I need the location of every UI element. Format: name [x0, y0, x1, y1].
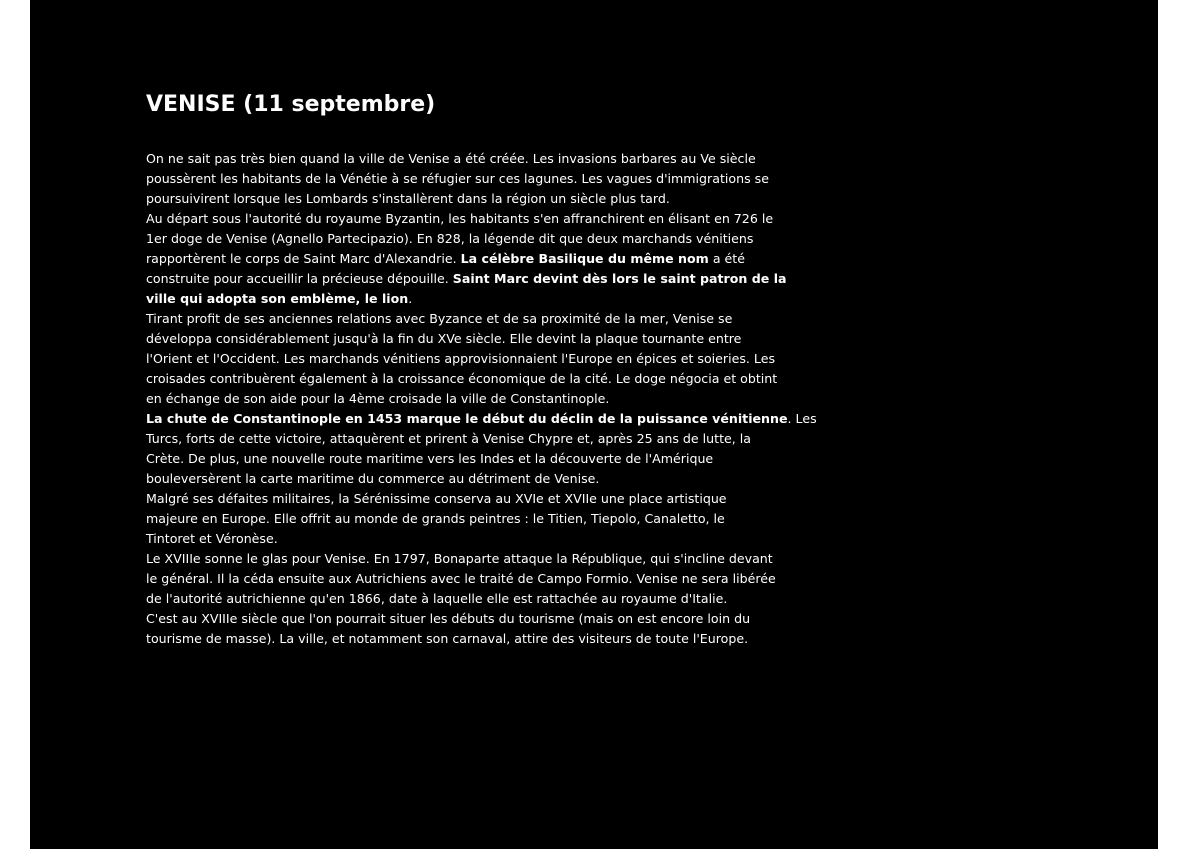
text-segment: tourisme de masse). La ville, et notamment son carnaval, attire des visiteurs de toute l'Europe.: [146, 631, 749, 646]
text-line: [146, 169, 846, 189]
text-segment: Tirant profit de ses anciennes relations avec Byzance et de sa proximité de la mer, Venise se: [146, 311, 733, 326]
text-segment: Le XVIIIe sonne le glas pour Venise. En 1797, Bonaparte attaque la République, qui s'incline devant: [146, 551, 773, 566]
page-title: VENISE (11 septembre): [146, 92, 436, 117]
text-line: [146, 629, 846, 649]
text-segment: a été: [708, 251, 745, 266]
text-segment: bouleversèrent la carte maritime du commerce au détriment de Venise.: [146, 471, 600, 486]
text-segment: Au départ sous l'autorité du royaume Byzantin, les habitants s'en affranchirent en élisant en 726 le: [146, 211, 774, 226]
text-segment: rapportèrent le corps de Saint Marc d'Alexandrie.: [146, 251, 461, 266]
text-line: [146, 389, 846, 409]
text-line: [146, 289, 846, 309]
text-line: [146, 449, 846, 469]
text-line: [146, 549, 846, 569]
text-segment: croisades contribuèrent également à la croissance économique de la cité. Le doge négocia et obtint: [146, 371, 778, 386]
text-line: [146, 209, 846, 229]
text-segment: construite pour accueillir la précieuse dépouille.: [146, 271, 453, 286]
text-segment: Malgré ses défaites militaires, la Sérénissime conserva au XVIe et XVIIe une place artistique: [146, 491, 727, 506]
text-line: [146, 229, 846, 249]
text-line: [146, 569, 846, 589]
text-segment: poursuivirent lorsque les Lombards s'installèrent dans la région un siècle plus tard.: [146, 191, 670, 206]
text-segment: 1er doge de Venise (Agnello Partecipazio). En 828, la légende dit que deux marchands vénitiens: [146, 231, 754, 246]
text-line: [146, 609, 846, 629]
text-line: [146, 309, 846, 329]
bold-text: ville qui adopta son emblème, le lion: [146, 291, 409, 306]
text-segment: C'est au XVIIIe siècle que l'on pourrait situer les débuts du tourisme (mais on est encore loin du: [146, 611, 751, 626]
text-line: [146, 589, 846, 609]
text-segment: On ne sait pas très bien quand la ville de Venise a été créée. Les invasions barbares au Ve siècle: [146, 151, 756, 166]
text-line: [146, 509, 846, 529]
text-segment: en échange de son aide pour la 4ème croisade la ville de Constantinople.: [146, 391, 610, 406]
text-line: [146, 529, 846, 549]
document-page: [30, 0, 1158, 849]
article-body: [146, 149, 846, 649]
text-segment: .: [408, 291, 413, 306]
bold-text: La célèbre Basilique du même nom: [460, 251, 709, 266]
text-segment: l'Orient et l'Occident. Les marchands vénitiens approvisionnaient l'Europe en épices et soieries. Les: [146, 351, 776, 366]
text-segment: le général. Il la céda ensuite aux Autrichiens avec le traité de Campo Formio. Venise ne sera libérée: [146, 571, 776, 586]
text-line: [146, 349, 846, 369]
text-line: [146, 369, 846, 389]
text-line: [146, 469, 846, 489]
text-line: [146, 249, 846, 269]
text-segment: majeure en Europe. Elle offrit au monde de grands peintres : le Titien, Tiepolo, Canaletto, le: [146, 511, 725, 526]
text-segment: Crète. De plus, une nouvelle route maritime vers les Indes et la découverte de l'Amérique: [146, 451, 714, 466]
text-segment: . Les: [787, 411, 817, 426]
bold-text: Saint Marc devint dès lors le saint patron de la: [452, 271, 787, 286]
text-segment: développa considérablement jusqu'à la fin du XVe siècle. Elle devint la plaque tournante entre: [146, 331, 742, 346]
text-segment: Turcs, forts de cette victoire, attaquèrent et prirent à Venise Chypre et, après 25 ans de lutte, la: [146, 431, 751, 446]
text-segment: Tintoret et Véronèse.: [146, 531, 278, 546]
text-segment: poussèrent les habitants de la Vénétie à se réfugier sur ces lagunes. Les vagues d'immigrations se: [146, 171, 769, 186]
text-line: [146, 149, 846, 169]
text-line: [146, 329, 846, 349]
text-line: [146, 489, 846, 509]
text-segment: de l'autorité autrichienne qu'en 1866, date à laquelle elle est rattachée au royaume d'Italie.: [146, 591, 728, 606]
text-line: [146, 269, 846, 289]
text-line: [146, 429, 846, 449]
text-line: [146, 189, 846, 209]
bold-text: La chute de Constantinople en 1453 marque le début du déclin de la puissance vénitienne: [146, 411, 788, 426]
text-line: [146, 409, 846, 429]
